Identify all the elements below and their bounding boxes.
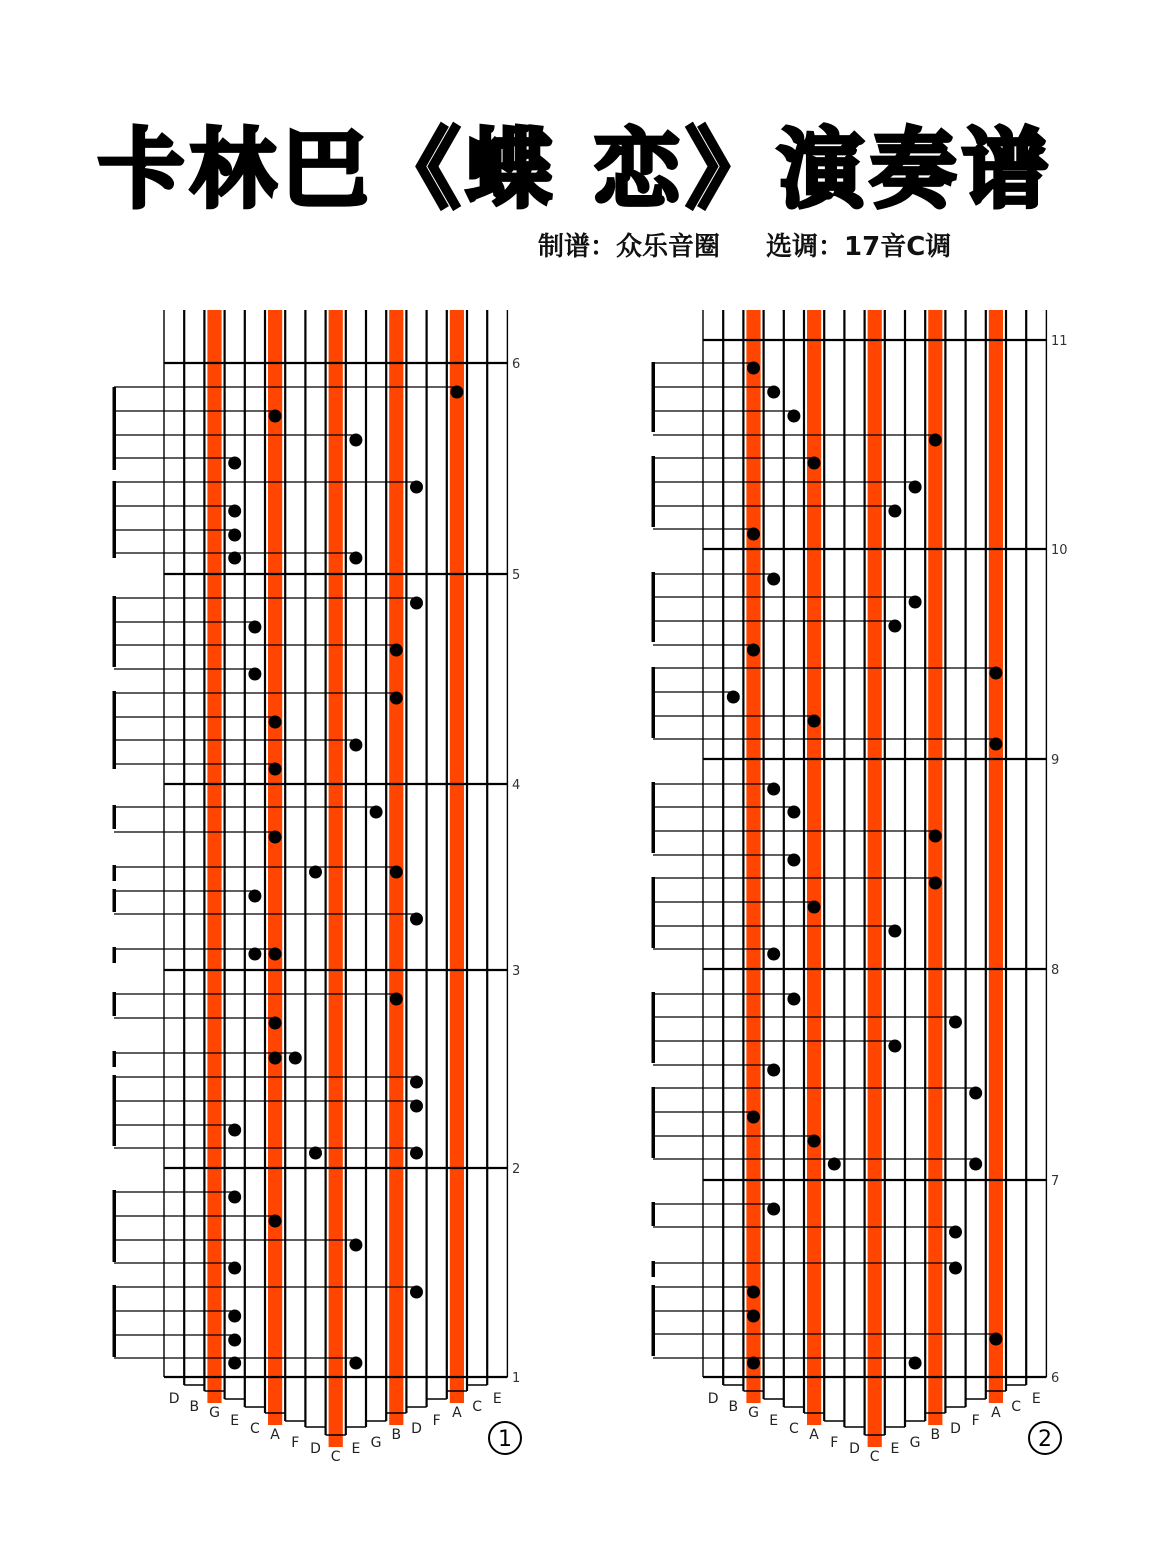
note-dot — [228, 552, 241, 565]
highlighted-tine — [329, 310, 343, 1447]
beam-bracket — [652, 667, 656, 738]
note-dot — [929, 830, 942, 843]
beam-bracket — [652, 1202, 656, 1226]
tine-label: E — [769, 1413, 779, 1429]
beam-bracket — [652, 782, 656, 853]
note-dot — [349, 552, 362, 565]
measure-number: 2 — [512, 1162, 521, 1177]
tine-label: C — [1011, 1399, 1021, 1415]
arranger-label: 制谱：众乐音圈 — [538, 232, 721, 262]
note-dot — [767, 948, 780, 961]
tine-label: F — [971, 1413, 980, 1429]
note-dot — [989, 667, 1002, 680]
note-dot — [410, 913, 423, 926]
tine-label: D — [310, 1441, 321, 1457]
note-dot — [289, 1052, 302, 1065]
note-dot — [269, 1215, 282, 1228]
note-dot — [410, 1147, 423, 1160]
note-dot — [888, 925, 901, 938]
measure-number: 10 — [1051, 543, 1068, 558]
page-number: 2 — [1038, 1427, 1052, 1452]
note-dot — [929, 877, 942, 890]
note-dot — [989, 738, 1002, 751]
tine-label: A — [452, 1405, 462, 1421]
note-dot — [747, 644, 760, 657]
note-dot — [269, 763, 282, 776]
tine-label: C — [330, 1449, 341, 1465]
note-dot — [747, 1286, 760, 1299]
note-dot — [269, 1052, 282, 1065]
note-dot — [787, 410, 800, 423]
note-dot — [410, 481, 423, 494]
tine-label: F — [291, 1435, 300, 1451]
note-dot — [410, 1100, 423, 1113]
tine-label: E — [890, 1441, 900, 1457]
tine-label: G — [209, 1405, 220, 1421]
note-dot — [949, 1262, 962, 1275]
highlighted-tine — [207, 310, 221, 1403]
tine-label: G — [909, 1435, 921, 1451]
note-dot — [410, 597, 423, 610]
tine-label: D — [950, 1421, 961, 1437]
note-dot — [747, 528, 760, 541]
tine-label: D — [168, 1391, 180, 1407]
note-dot — [390, 692, 403, 705]
note-dot — [349, 1239, 362, 1252]
note-dot — [747, 362, 760, 375]
note-dot — [808, 715, 821, 728]
beam-bracket — [652, 456, 656, 527]
tine-label: D — [707, 1391, 719, 1407]
beam-bracket — [652, 877, 656, 948]
beam-bracket — [113, 1075, 117, 1146]
note-dot — [888, 505, 901, 518]
note-dot — [727, 691, 740, 704]
tine-label: E — [351, 1441, 361, 1457]
measure-number: 4 — [512, 778, 521, 793]
note-dot — [248, 890, 261, 903]
tine-label: E — [230, 1413, 240, 1429]
beam-bracket — [652, 1087, 656, 1158]
note-dot — [747, 1310, 760, 1323]
note-dot — [410, 1286, 423, 1299]
note-dot — [909, 481, 922, 494]
note-dot — [248, 668, 261, 681]
note-dot — [269, 831, 282, 844]
beam-bracket — [113, 889, 117, 912]
tine-label: C — [472, 1399, 482, 1415]
tine-label: B — [930, 1427, 941, 1443]
note-dot — [228, 1310, 241, 1323]
note-dot — [450, 386, 463, 399]
note-dot — [228, 1124, 241, 1137]
note-dot — [949, 1226, 962, 1239]
tine-label: B — [189, 1399, 200, 1415]
measure-number: 9 — [1051, 753, 1060, 768]
note-dot — [888, 620, 901, 633]
note-dot — [248, 621, 261, 634]
note-dot — [370, 806, 383, 819]
measure-number: 3 — [512, 964, 521, 979]
measure-number: 6 — [1051, 1371, 1060, 1386]
note-dot — [767, 573, 780, 586]
note-dot — [767, 1064, 780, 1077]
note-dot — [808, 1135, 821, 1148]
beam-bracket — [113, 691, 117, 769]
kalimba-chart-2 — [652, 310, 1068, 1465]
beam-bracket — [113, 805, 117, 829]
tine-label: A — [809, 1427, 819, 1443]
highlighted-tine — [450, 310, 464, 1403]
note-dot — [787, 993, 800, 1006]
key-label: 选调：17音C调 — [766, 232, 952, 262]
note-dot — [808, 901, 821, 914]
note-dot — [909, 1357, 922, 1370]
beam-bracket — [113, 596, 117, 667]
tine-label: E — [492, 1391, 502, 1407]
highlighted-tine — [746, 310, 760, 1403]
page-title: 卡林巴《蝶 恋》演奏谱 — [98, 120, 1054, 220]
note-dot — [888, 1040, 901, 1053]
note-dot — [269, 716, 282, 729]
note-dot — [808, 457, 821, 470]
note-dot — [390, 644, 403, 657]
note-dot — [989, 1333, 1002, 1346]
tine-label: C — [869, 1449, 880, 1465]
note-dot — [228, 1191, 241, 1204]
measure-number: 6 — [512, 357, 521, 372]
beam-bracket — [652, 362, 656, 432]
note-dot — [269, 1017, 282, 1030]
note-dot — [767, 1203, 780, 1216]
beam-bracket — [113, 1285, 117, 1357]
note-dot — [390, 993, 403, 1006]
beam-bracket — [113, 1190, 117, 1262]
tine-label: C — [250, 1421, 260, 1437]
tine-label: B — [728, 1399, 739, 1415]
highlighted-tine — [989, 310, 1003, 1403]
note-dot — [747, 1357, 760, 1370]
note-dot — [228, 1334, 241, 1347]
tine-label: G — [370, 1435, 382, 1451]
note-dot — [969, 1158, 982, 1171]
measure-number: 8 — [1051, 963, 1060, 978]
tine-label: G — [748, 1405, 759, 1421]
kalimba-chart-1 — [113, 310, 522, 1465]
note-dot — [248, 948, 261, 961]
tine-label: D — [411, 1421, 422, 1437]
note-dot — [929, 434, 942, 447]
note-dot — [410, 1076, 423, 1089]
note-dot — [390, 866, 403, 879]
measure-number: 5 — [512, 568, 521, 583]
tine-label: D — [849, 1441, 860, 1457]
note-dot — [309, 1147, 322, 1160]
note-dot — [228, 529, 241, 542]
beam-bracket — [652, 1285, 656, 1356]
beam-bracket — [652, 572, 656, 642]
note-dot — [228, 505, 241, 518]
tine-label: F — [830, 1435, 839, 1451]
measure-number: 7 — [1051, 1174, 1060, 1189]
tine-label: C — [789, 1421, 799, 1437]
note-dot — [309, 866, 322, 879]
tine-label: F — [432, 1413, 441, 1429]
note-dot — [228, 1357, 241, 1370]
tine-label: E — [1031, 1391, 1041, 1407]
note-dot — [787, 854, 800, 867]
measure-number: 11 — [1051, 334, 1068, 349]
note-dot — [787, 806, 800, 819]
tine-label: A — [991, 1405, 1001, 1421]
note-dot — [909, 596, 922, 609]
note-dot — [969, 1087, 982, 1100]
page-number: 1 — [498, 1427, 512, 1452]
note-dot — [767, 386, 780, 399]
beam-bracket — [113, 481, 117, 558]
highlighted-tine — [928, 310, 942, 1425]
note-dot — [747, 1111, 760, 1124]
note-dot — [349, 739, 362, 752]
note-dot — [349, 1357, 362, 1370]
note-dot — [228, 457, 241, 470]
note-dot — [228, 1262, 241, 1275]
tine-label: B — [391, 1427, 402, 1443]
note-dot — [828, 1158, 841, 1171]
beam-bracket — [652, 992, 656, 1063]
note-dot — [269, 948, 282, 961]
beam-bracket — [113, 992, 117, 1016]
note-dot — [767, 783, 780, 796]
measure-number: 1 — [512, 1371, 521, 1386]
note-dot — [949, 1016, 962, 1029]
note-dot — [269, 410, 282, 423]
tine-label: A — [270, 1427, 280, 1443]
note-dot — [349, 434, 362, 447]
highlighted-tine — [807, 310, 821, 1425]
